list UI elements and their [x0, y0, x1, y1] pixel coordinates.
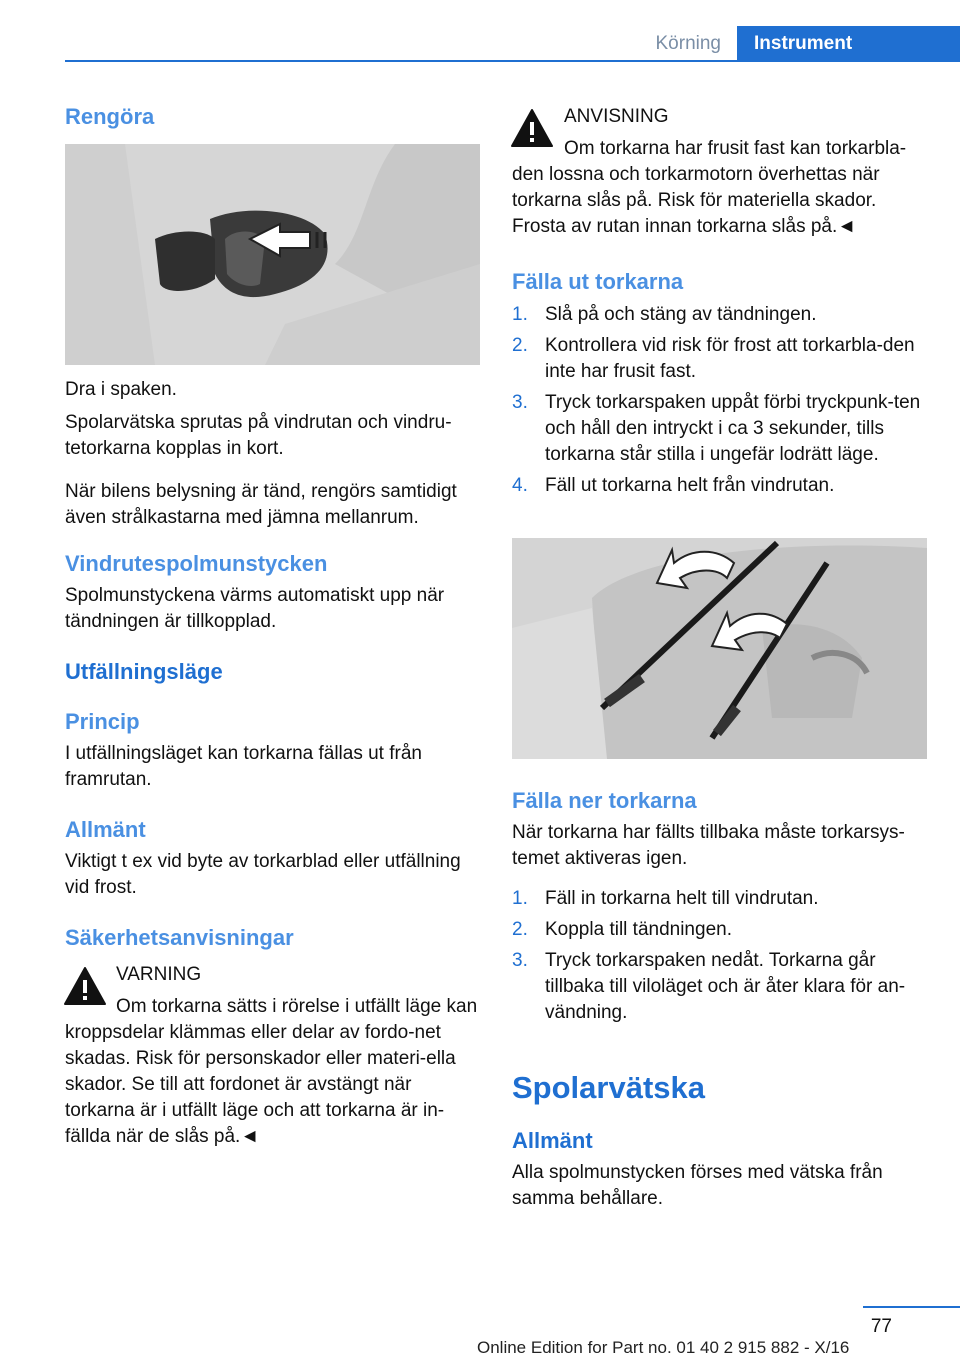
list-item: 1. Fäll in torkarna helt till vindrutan. [512, 888, 819, 909]
allmant-heading: Allmänt [65, 817, 146, 842]
list-item: 3. Tryck torkarspaken uppåt förbi tryckpunk‐ten och håll den intryckt i ca 3 sekunder, tills torkarna står stilla i ungefär lodrätt läge. [512, 392, 921, 465]
princip-heading: Princip [65, 709, 140, 734]
allmant2-paragraph: Alla spolmunstycken förses med vätska från samma behållare. [512, 1162, 883, 1209]
header-divider [65, 60, 960, 62]
fallaner-heading: Fälla ner torkarna [512, 788, 697, 813]
rengora-step: Dra i spaken. [65, 379, 177, 400]
utfallning-heading: Utfällningsläge [65, 659, 223, 684]
spolmunstycken-heading: Vindrutespolmunstycken [65, 551, 328, 576]
wiper-stalk-illustration [65, 144, 480, 365]
list-item: 1. Slå på och stäng av tändningen. [512, 304, 817, 325]
footer-divider [863, 1306, 960, 1308]
spolmunstycken-paragraph: Spolmunstyckena värms automatiskt upp när tändningen är tillkopplad. [65, 585, 445, 632]
list-item: 3. Tryck torkarspaken nedåt. Torkarna går tillbaka till viloläget och är åter klara för an‐vändning. [512, 950, 906, 1023]
page-number: 77 [870, 1316, 892, 1337]
fallaner-paragraph: När torkarna har fällts tillbaka måste torkarsys‐temet aktiveras igen. [512, 822, 905, 869]
varning-text: Om torkarna sätts i rörelse i utfällt läge kan kroppsdelar klämmas eller delar av fordo‐net skadas. Risk för personskador eller materi‐ella skador. Se till att fordonet är avstängt när torkarna är i utfällt läge och att torkarna är in‐fällda när de slås på.◄ [65, 996, 478, 1147]
fallaner-steps [512, 886, 927, 1031]
anvisning-label: ANVISNING [564, 106, 669, 127]
allmant-paragraph: Viktigt t ex vid byte av torkarblad eller utfällning vid frost. [65, 851, 461, 898]
sakerhet-heading: Säkerhetsanvisningar [65, 925, 294, 950]
fallaut-steps [512, 302, 927, 504]
allmant2-heading: Allmänt [512, 1128, 593, 1153]
list-item: 2. Koppla till tändningen. [512, 919, 732, 940]
header-chapter: Instrument [737, 26, 960, 62]
list-item: 4. Fäll ut torkarna helt från vindrutan. [512, 475, 835, 496]
edition-footer: Online Edition for Part no. 01 40 2 915 882 - X/16 [477, 1338, 850, 1357]
fallaut-heading: Fälla ut torkarna [512, 269, 684, 294]
rengora-paragraph-1: Spolarvätska sprutas på vindrutan och vindru‐tetorkarna kopplas in kort. [65, 412, 452, 459]
spolarvatska-heading: Spolarvätska [512, 1070, 705, 1105]
list-item: 2. Kontrollera vid risk för frost att torkarbla‐den inte har frusit fast. [512, 335, 915, 382]
rengora-paragraph-2: När bilens belysning är tänd, rengörs samtidigt även strålkastarna med jämna mellanrum. [65, 481, 457, 528]
header-section: Körning [655, 33, 721, 54]
princip-paragraph: I utfällningsläget kan torkarna fällas ut från framrutan. [65, 743, 422, 790]
windshield-wipers-illustration [512, 538, 927, 759]
anvisning-text: Om torkarna har frusit fast kan torkarbla‐den lossna och torkarmotorn överhettas när torkarna slås på. Risk för materiella skador. Frosta av rutan innan torkarna slås på.◄ [512, 138, 907, 237]
rengora-heading: Rengöra [65, 104, 155, 129]
varning-label: VARNING [116, 964, 202, 985]
